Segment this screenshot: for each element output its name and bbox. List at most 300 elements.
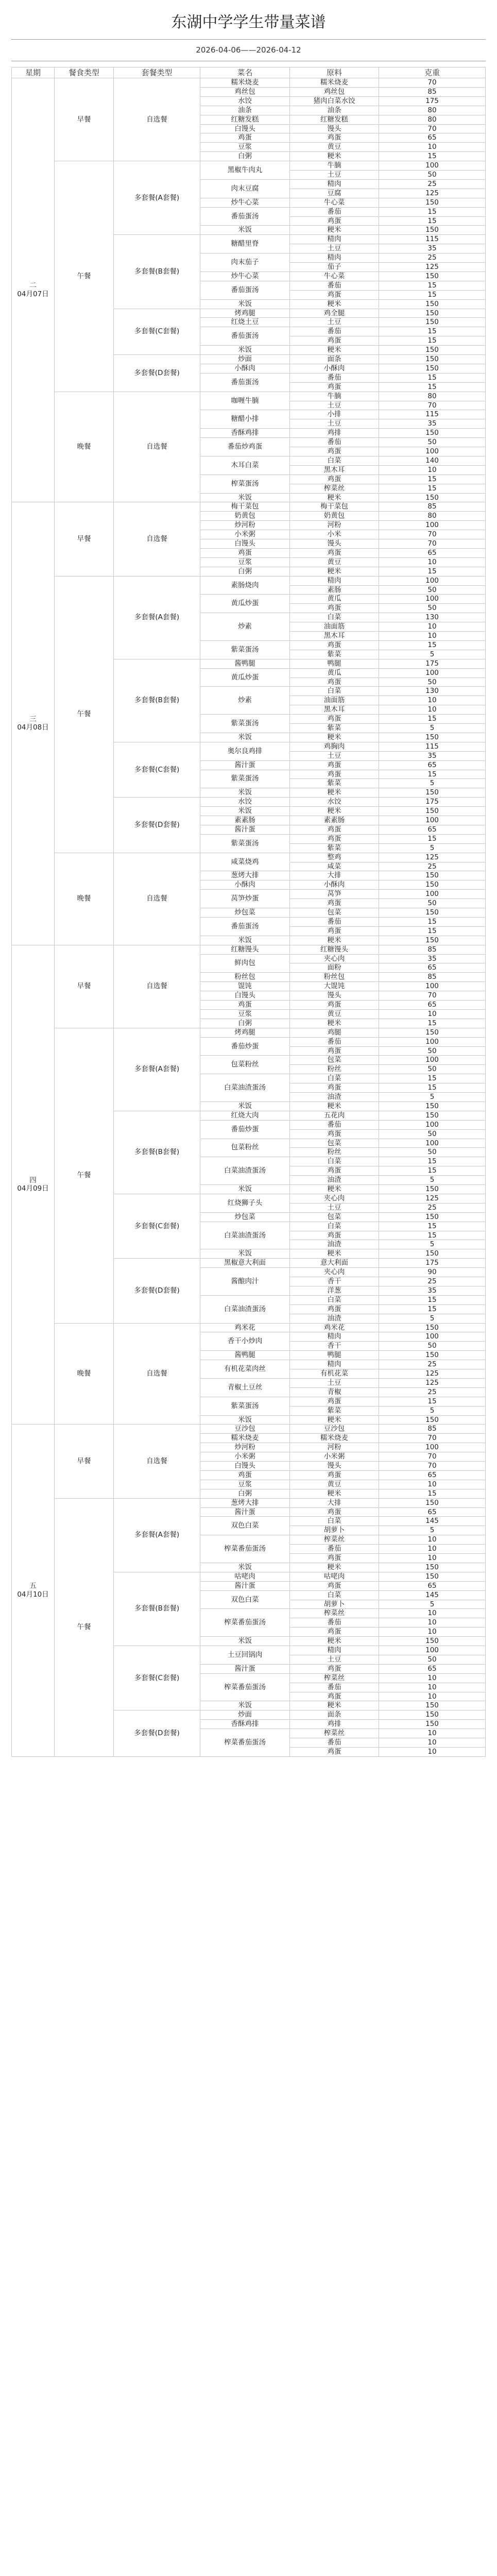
dish-name-cell: 烤鸡腿 xyxy=(200,309,289,318)
weight-cell: 125 xyxy=(379,853,486,862)
package-type-cell: 多套餐(D套餐) xyxy=(113,1258,200,1323)
ingredient-cell: 鸡全腿 xyxy=(289,309,379,318)
ingredient-cell: 粳米 xyxy=(289,1636,379,1646)
weight-cell: 100 xyxy=(379,1646,486,1655)
ingredient-cell: 土豆 xyxy=(289,751,379,760)
weight-cell: 80 xyxy=(379,115,486,124)
weight-cell: 150 xyxy=(379,1572,486,1581)
weight-cell: 130 xyxy=(379,686,486,696)
weight-cell: 15 xyxy=(379,567,486,576)
weight-cell: 35 xyxy=(379,1286,486,1295)
weight-cell: 115 xyxy=(379,234,486,244)
weight-cell: 15 xyxy=(379,1166,486,1175)
dish-name-cell: 米饭 xyxy=(200,1101,289,1111)
weight-cell: 70 xyxy=(379,1452,486,1461)
weight-cell: 15 xyxy=(379,640,486,650)
dish-name-cell: 小米粥 xyxy=(200,530,289,539)
meal-type-cell: 午餐 xyxy=(54,576,113,853)
ingredient-cell: 鸡蛋 xyxy=(289,926,379,936)
weight-cell: 15 xyxy=(379,151,486,161)
ingredient-cell: 有机花菜 xyxy=(289,1369,379,1378)
dish-name-cell: 双色白菜 xyxy=(200,1590,289,1609)
dish-name-cell: 炒牛心菜 xyxy=(200,272,289,281)
weight-cell: 150 xyxy=(379,1028,486,1037)
dish-name-cell: 番茄蛋汤 xyxy=(200,327,289,345)
weight-cell: 10 xyxy=(379,1009,486,1019)
ingredient-cell: 土豆 xyxy=(289,1655,379,1664)
table-bottom-border xyxy=(11,1756,486,1757)
weight-cell: 50 xyxy=(379,677,486,687)
dish-name-cell: 米饭 xyxy=(200,1415,289,1425)
weight-cell: 125 xyxy=(379,1378,486,1387)
weight-cell: 70 xyxy=(379,78,486,87)
weight-cell: 5 xyxy=(379,1406,486,1415)
ingredient-cell: 黄瓜 xyxy=(289,668,379,677)
weight-cell: 150 xyxy=(379,908,486,917)
weight-cell: 10 xyxy=(379,1747,486,1756)
dish-name-cell: 小酥肉 xyxy=(200,880,289,889)
dish-name-cell: 鲜肉包 xyxy=(200,954,289,973)
ingredient-cell: 鸡丝包 xyxy=(289,87,379,96)
dish-name-cell: 番茄蛋汤 xyxy=(200,281,289,299)
weight-cell: 5 xyxy=(379,1526,486,1535)
ingredient-cell: 包菜 xyxy=(289,1139,379,1148)
ingredient-cell: 糯米烧麦 xyxy=(289,78,379,87)
weight-cell: 15 xyxy=(379,1074,486,1083)
dish-name-cell: 有机花菜肉丝 xyxy=(200,1360,289,1378)
ingredient-cell: 梅干菜包 xyxy=(289,502,379,511)
weight-cell: 50 xyxy=(379,1129,486,1139)
dish-name-cell: 米饭 xyxy=(200,1184,289,1194)
column-header: 餐食类型 xyxy=(54,67,113,78)
ingredient-cell: 馒头 xyxy=(289,991,379,1000)
dish-name-cell: 番茄蛋汤 xyxy=(200,207,289,226)
ingredient-cell: 黄瓜 xyxy=(289,594,379,603)
ingredient-cell: 粉丝包 xyxy=(289,972,379,981)
weight-cell: 150 xyxy=(379,733,486,742)
ingredient-cell: 粳米 xyxy=(289,299,379,309)
ingredient-cell: 莴笋 xyxy=(289,889,379,899)
weight-cell: 50 xyxy=(379,1341,486,1350)
package-type-cell: 多套餐(C套餐) xyxy=(113,1646,200,1710)
ingredient-cell: 黄豆 xyxy=(289,557,379,567)
ingredient-cell: 鸡蛋 xyxy=(289,447,379,456)
dish-name-cell: 水饺 xyxy=(200,797,289,806)
dish-name-cell: 白馒头 xyxy=(200,124,289,133)
ingredient-cell: 番茄 xyxy=(289,917,379,926)
dish-name-cell: 白菜油渣蛋汤 xyxy=(200,1222,289,1249)
ingredient-cell: 榨菜丝 xyxy=(289,1673,379,1683)
ingredient-cell: 粉丝 xyxy=(289,1147,379,1157)
weight-cell: 80 xyxy=(379,106,486,115)
weight-cell: 10 xyxy=(379,1553,486,1563)
dish-name-cell: 炒素 xyxy=(200,613,289,640)
ingredient-cell: 馒头 xyxy=(289,124,379,133)
dish-name-cell: 奶黄包 xyxy=(200,511,289,520)
ingredient-cell: 紫菜 xyxy=(289,650,379,659)
weight-cell: 15 xyxy=(379,281,486,290)
ingredient-cell: 鸡蛋 xyxy=(289,1046,379,1056)
dish-name-cell: 榨菜番茄蛋汤 xyxy=(200,1608,289,1636)
weight-cell: 10 xyxy=(379,631,486,640)
weight-cell: 150 xyxy=(379,1111,486,1120)
weight-cell: 50 xyxy=(379,1655,486,1664)
dish-name-cell: 鸡蛋 xyxy=(200,133,289,142)
ingredient-cell: 精肉 xyxy=(289,576,379,585)
ingredient-cell: 黑木耳 xyxy=(289,631,379,640)
weight-cell: 65 xyxy=(379,1507,486,1517)
ingredient-cell: 鸡蛋 xyxy=(289,1304,379,1314)
weight-cell: 10 xyxy=(379,1608,486,1618)
weight-cell: 5 xyxy=(379,1240,486,1249)
ingredient-cell: 番茄 xyxy=(289,437,379,447)
ingredient-cell: 精肉 xyxy=(289,1332,379,1341)
dish-name-cell: 红烧大肉 xyxy=(200,1111,289,1120)
ingredient-cell: 香干 xyxy=(289,1277,379,1286)
meal-type-cell: 早餐 xyxy=(54,1424,113,1498)
dish-name-cell: 米饭 xyxy=(200,1701,289,1710)
dish-name-cell: 香干小炒肉 xyxy=(200,1332,289,1350)
package-type-cell: 多套餐(B套餐) xyxy=(113,1111,200,1194)
ingredient-cell: 小酥肉 xyxy=(289,364,379,373)
dish-name-cell: 榨菜番茄蛋汤 xyxy=(200,1535,289,1563)
column-header: 原料 xyxy=(289,67,379,78)
ingredient-cell: 粳米 xyxy=(289,806,379,816)
dish-name-cell: 白菜油渣蛋汤 xyxy=(200,1074,289,1101)
package-type-cell: 多套餐(C套餐) xyxy=(113,1194,200,1258)
dish-name-cell: 炒包菜 xyxy=(200,908,289,917)
weight-cell: 5 xyxy=(379,1175,486,1184)
package-type-cell: 自选餐 xyxy=(113,78,200,161)
ingredient-cell: 鸡蛋 xyxy=(289,714,379,723)
meal-type-cell: 早餐 xyxy=(54,502,113,575)
weight-cell: 65 xyxy=(379,1000,486,1009)
meal-type-cell: 早餐 xyxy=(54,945,113,1028)
weight-cell: 150 xyxy=(379,871,486,880)
dish-name-cell: 紫菜蛋汤 xyxy=(200,714,289,733)
ingredient-cell: 小米粥 xyxy=(289,1452,379,1461)
dish-name-cell: 梅干菜包 xyxy=(200,502,289,511)
ingredient-cell: 土豆 xyxy=(289,170,379,179)
ingredient-cell: 粳米 xyxy=(289,1415,379,1425)
dish-name-cell: 米饭 xyxy=(200,1249,289,1258)
ingredient-cell: 鸡排 xyxy=(289,428,379,437)
weight-cell: 70 xyxy=(379,991,486,1000)
ingredient-cell: 油条 xyxy=(289,106,379,115)
weight-cell: 15 xyxy=(379,484,486,493)
ingredient-cell: 牛心菜 xyxy=(289,272,379,281)
ingredient-cell: 鸡蛋 xyxy=(289,336,379,345)
dish-name-cell: 白馒头 xyxy=(200,991,289,1000)
ingredient-cell: 番茄 xyxy=(289,1037,379,1046)
dish-name-cell: 咕咾肉 xyxy=(200,1572,289,1581)
weight-cell: 65 xyxy=(379,1581,486,1590)
ingredient-cell: 番茄 xyxy=(289,1120,379,1129)
dish-name-cell: 包菜粉丝 xyxy=(200,1139,289,1157)
dish-name-cell: 米饭 xyxy=(200,788,289,797)
ingredient-cell: 夹心肉 xyxy=(289,1267,379,1277)
weight-cell: 140 xyxy=(379,456,486,465)
dish-name-cell: 白馒头 xyxy=(200,1461,289,1470)
ingredient-cell: 红糖馒头 xyxy=(289,945,379,954)
ingredient-cell: 豆腐 xyxy=(289,189,379,198)
dish-name-cell: 鸡蛋 xyxy=(200,1000,289,1009)
weight-cell: 150 xyxy=(379,428,486,437)
ingredient-cell: 番茄 xyxy=(289,281,379,290)
dish-name-cell: 白馒头 xyxy=(200,539,289,548)
weight-cell: 100 xyxy=(379,594,486,603)
ingredient-cell: 油渣 xyxy=(289,1314,379,1323)
weight-cell: 85 xyxy=(379,87,486,96)
ingredient-cell: 紫菜 xyxy=(289,778,379,788)
ingredient-cell: 夹心肉 xyxy=(289,1194,379,1203)
dish-name-cell: 素肠烧肉 xyxy=(200,576,289,595)
ingredient-cell: 粳米 xyxy=(289,1701,379,1710)
package-type-cell: 自选餐 xyxy=(113,853,200,945)
weight-cell: 65 xyxy=(379,1470,486,1480)
ingredient-cell: 水饺 xyxy=(289,797,379,806)
ingredient-cell: 白菜 xyxy=(289,686,379,696)
title-divider xyxy=(11,39,486,40)
dish-name-cell: 炒面 xyxy=(200,354,289,364)
package-type-cell: 多套餐(A套餐) xyxy=(113,1498,200,1572)
weight-cell: 25 xyxy=(379,862,486,871)
weight-cell: 150 xyxy=(379,788,486,797)
weight-cell: 15 xyxy=(379,1083,486,1092)
dish-name-cell: 米饭 xyxy=(200,806,289,816)
dish-name-cell: 小米粥 xyxy=(200,1452,289,1461)
ingredient-cell: 红糖发糕 xyxy=(289,115,379,124)
weight-cell: 10 xyxy=(379,1692,486,1701)
dish-name-cell: 炒河粉 xyxy=(200,1443,289,1452)
dish-name-cell: 酱汁蛋 xyxy=(200,760,289,770)
package-type-cell: 多套餐(A套餐) xyxy=(113,576,200,659)
dish-name-cell: 酱鸭腿 xyxy=(200,1350,289,1360)
ingredient-cell: 牛腩 xyxy=(289,161,379,170)
ingredient-cell: 番茄 xyxy=(289,1683,379,1692)
weight-cell: 5 xyxy=(379,1092,486,1101)
ingredient-cell: 粳米 xyxy=(289,1249,379,1258)
dish-name-cell: 白粥 xyxy=(200,1489,289,1498)
dish-name-cell: 粉丝包 xyxy=(200,972,289,981)
dish-name-cell: 咖喱牛腩 xyxy=(200,392,289,410)
weight-cell: 50 xyxy=(379,1046,486,1056)
weight-cell: 10 xyxy=(379,557,486,567)
dish-name-cell: 榨菜番茄蛋汤 xyxy=(200,1673,289,1701)
weight-cell: 100 xyxy=(379,1037,486,1046)
dish-name-cell: 素素肠 xyxy=(200,816,289,825)
dish-name-cell: 土豆回锅肉 xyxy=(200,1646,289,1664)
dish-name-cell: 炒素 xyxy=(200,686,289,714)
ingredient-cell: 鸡蛋 xyxy=(289,1129,379,1139)
weight-cell: 35 xyxy=(379,419,486,428)
weight-cell: 150 xyxy=(379,1710,486,1719)
weight-cell: 100 xyxy=(379,520,486,530)
dish-name-cell: 鸡丝包 xyxy=(200,87,289,96)
weight-cell: 15 xyxy=(379,1222,486,1231)
weight-cell: 90 xyxy=(379,1267,486,1277)
weight-cell: 5 xyxy=(379,843,486,853)
ingredient-cell: 茄子 xyxy=(289,262,379,272)
ingredient-cell: 鸡蛋 xyxy=(289,603,379,613)
ingredient-cell: 鸡蛋 xyxy=(289,548,379,557)
ingredient-cell: 鸡蛋 xyxy=(289,834,379,843)
weight-cell: 15 xyxy=(379,336,486,345)
dish-name-cell: 鸡米花 xyxy=(200,1323,289,1332)
weight-cell: 100 xyxy=(379,668,486,677)
weight-cell: 10 xyxy=(379,142,486,151)
ingredient-cell: 牛腩 xyxy=(289,392,379,401)
dish-name-cell: 白粥 xyxy=(200,567,289,576)
weight-cell: 15 xyxy=(379,327,486,336)
ingredient-cell: 面粉 xyxy=(289,963,379,972)
dish-name-cell: 白粥 xyxy=(200,151,289,161)
weight-cell: 15 xyxy=(379,917,486,926)
ingredient-cell: 胡萝卜 xyxy=(289,1600,379,1609)
column-header: 星期 xyxy=(11,67,54,78)
weight-cell: 150 xyxy=(379,1563,486,1572)
ingredient-cell: 小排 xyxy=(289,410,379,419)
ingredient-cell: 土豆 xyxy=(289,1203,379,1212)
weight-cell: 150 xyxy=(379,1249,486,1258)
dish-name-cell: 小酥肉 xyxy=(200,364,289,373)
ingredient-cell: 包菜 xyxy=(289,1212,379,1222)
weekday-date-cell: 五 04月10日 xyxy=(11,1424,54,1756)
weight-cell: 35 xyxy=(379,954,486,963)
ingredient-cell: 番茄 xyxy=(289,207,379,216)
dish-name-cell: 米饭 xyxy=(200,493,289,502)
ingredient-cell: 素素肠 xyxy=(289,816,379,825)
meal-type-cell: 早餐 xyxy=(54,78,113,161)
weight-cell: 150 xyxy=(379,1498,486,1507)
date-range: 2026-04-06——2026-04-12 xyxy=(196,45,301,55)
weight-cell: 100 xyxy=(379,889,486,899)
weight-cell: 25 xyxy=(379,1360,486,1369)
ingredient-cell: 粳米 xyxy=(289,1563,379,1572)
package-type-cell: 自选餐 xyxy=(113,1424,200,1498)
ingredient-cell: 意大利面 xyxy=(289,1258,379,1267)
weight-cell: 10 xyxy=(379,1738,486,1747)
weight-cell: 25 xyxy=(379,253,486,262)
weight-cell: 130 xyxy=(379,613,486,622)
ingredient-cell: 精肉 xyxy=(289,253,379,262)
package-type-cell: 多套餐(D套餐) xyxy=(113,1710,200,1756)
weight-cell: 150 xyxy=(379,1636,486,1646)
ingredient-cell: 黑木耳 xyxy=(289,705,379,714)
dish-name-cell: 酱汁蛋 xyxy=(200,1581,289,1590)
ingredient-cell: 番茄 xyxy=(289,1544,379,1553)
weight-cell: 150 xyxy=(379,345,486,354)
weight-cell: 50 xyxy=(379,437,486,447)
ingredient-cell: 面条 xyxy=(289,354,379,364)
dish-name-cell: 米饭 xyxy=(200,225,289,234)
weight-cell: 100 xyxy=(379,576,486,585)
ingredient-cell: 鸡蛋 xyxy=(289,133,379,142)
weight-cell: 5 xyxy=(379,723,486,733)
dish-name-cell: 番茄炒鸡蛋 xyxy=(200,437,289,456)
ingredient-cell: 鸡蛋 xyxy=(289,474,379,484)
ingredient-cell: 咸菜 xyxy=(289,862,379,871)
ingredient-cell: 黄豆 xyxy=(289,1480,379,1489)
meal-type-cell: 午餐 xyxy=(54,1028,113,1323)
dish-name-cell: 豆浆 xyxy=(200,1009,289,1019)
weight-cell: 10 xyxy=(379,1728,486,1738)
weight-cell: 150 xyxy=(379,806,486,816)
weight-cell: 150 xyxy=(379,1415,486,1425)
ingredient-cell: 鸡蛋 xyxy=(289,1553,379,1563)
dish-name-cell: 紫菜蛋汤 xyxy=(200,640,289,659)
dish-name-cell: 木耳白菜 xyxy=(200,456,289,474)
dish-name-cell: 米饭 xyxy=(200,1563,289,1572)
dish-name-cell: 馄饨 xyxy=(200,981,289,991)
weight-cell: 125 xyxy=(379,1369,486,1378)
ingredient-cell: 青椒 xyxy=(289,1387,379,1397)
weight-cell: 150 xyxy=(379,1184,486,1194)
ingredient-cell: 土豆 xyxy=(289,1378,379,1387)
ingredient-cell: 鸡蛋 xyxy=(289,760,379,770)
weight-cell: 10 xyxy=(379,1480,486,1489)
ingredient-cell: 鸭腿 xyxy=(289,659,379,668)
ingredient-cell: 鸡蛋 xyxy=(289,1231,379,1240)
weight-cell: 150 xyxy=(379,1350,486,1360)
weight-cell: 10 xyxy=(379,705,486,714)
weight-cell: 100 xyxy=(379,1120,486,1129)
dish-name-cell: 紫菜蛋汤 xyxy=(200,834,289,853)
dish-name-cell: 包菜粉丝 xyxy=(200,1055,289,1074)
weight-cell: 100 xyxy=(379,816,486,825)
ingredient-cell: 鸡蛋 xyxy=(289,640,379,650)
ingredient-cell: 河粉 xyxy=(289,1443,379,1452)
ingredient-cell: 鸭腿 xyxy=(289,1350,379,1360)
dish-name-cell: 黄瓜炒蛋 xyxy=(200,594,289,613)
dish-name-cell: 莴笋炒蛋 xyxy=(200,889,289,908)
package-type-cell: 多套餐(D套餐) xyxy=(113,797,200,852)
weight-cell: 65 xyxy=(379,133,486,142)
ingredient-cell: 鸡蛋 xyxy=(289,825,379,834)
ingredient-cell: 夹心肉 xyxy=(289,954,379,963)
package-type-cell: 自选餐 xyxy=(113,945,200,1028)
ingredient-cell: 粳米 xyxy=(289,1489,379,1498)
weight-cell: 175 xyxy=(379,96,486,106)
ingredient-cell: 鸡蛋 xyxy=(289,1692,379,1701)
weight-cell: 65 xyxy=(379,760,486,770)
dish-name-cell: 双色白菜 xyxy=(200,1516,289,1535)
weight-cell: 25 xyxy=(379,1277,486,1286)
weight-cell: 150 xyxy=(379,1212,486,1222)
weight-cell: 125 xyxy=(379,262,486,272)
weight-cell: 145 xyxy=(379,1516,486,1526)
ingredient-cell: 白菜 xyxy=(289,1516,379,1526)
package-type-cell: 自选餐 xyxy=(113,1323,200,1425)
dish-name-cell: 水饺 xyxy=(200,96,289,106)
page-title: 东湖中学学生带量菜谱 xyxy=(171,13,326,31)
ingredient-cell: 榨菜丝 xyxy=(289,1728,379,1738)
ingredient-cell: 榨菜丝 xyxy=(289,1535,379,1544)
dish-name-cell: 米饭 xyxy=(200,1636,289,1646)
weight-cell: 15 xyxy=(379,1231,486,1240)
ingredient-cell: 土豆 xyxy=(289,244,379,253)
dish-name-cell: 炒牛心菜 xyxy=(200,198,289,207)
package-type-cell: 自选餐 xyxy=(113,502,200,575)
weight-cell: 15 xyxy=(379,1397,486,1406)
ingredient-cell: 河粉 xyxy=(289,520,379,530)
weight-cell: 15 xyxy=(379,382,486,392)
weight-cell: 10 xyxy=(379,1627,486,1636)
ingredient-cell: 大排 xyxy=(289,871,379,880)
dish-name-cell: 酱鸭腿 xyxy=(200,659,289,668)
ingredient-cell: 精肉 xyxy=(289,1360,379,1369)
ingredient-cell: 土豆 xyxy=(289,419,379,428)
